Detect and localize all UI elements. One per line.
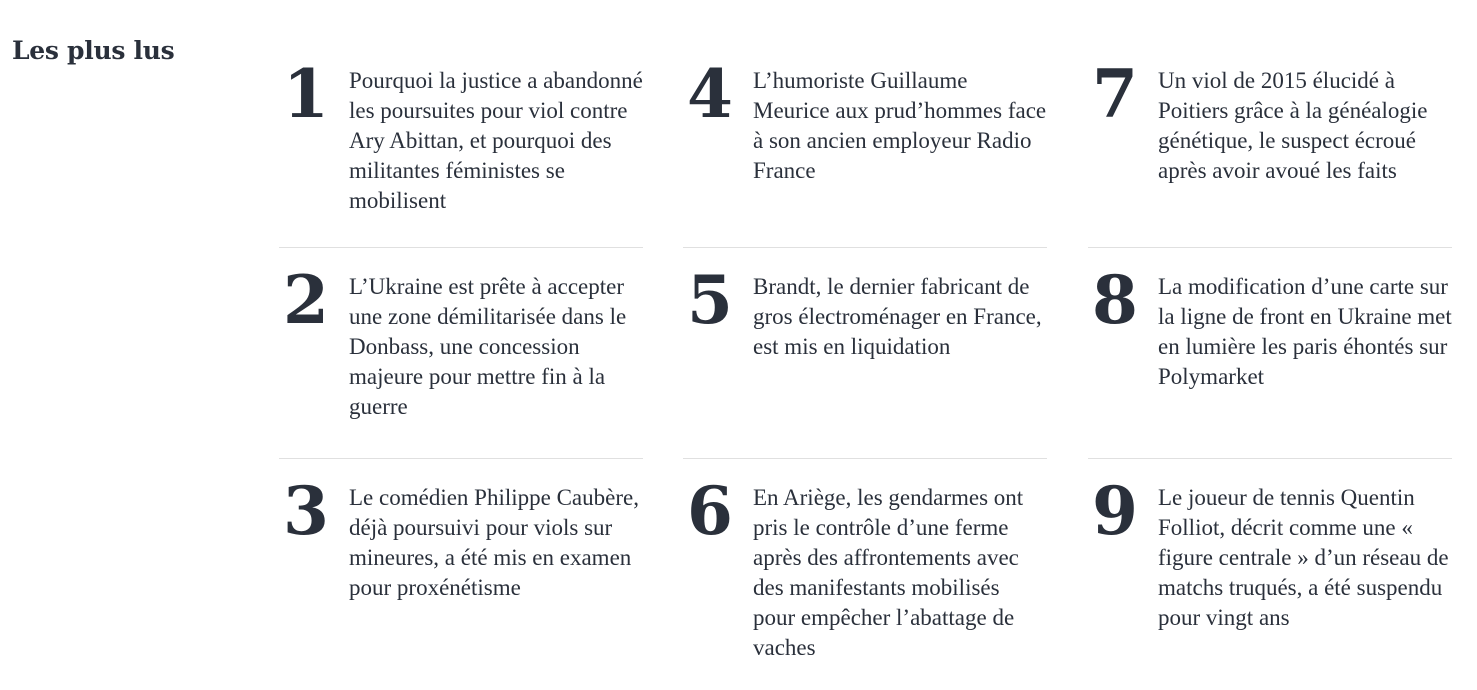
most-read-column-3 — [1088, 55, 1452, 689]
most-read-column-1 — [279, 55, 643, 689]
most-read-item — [683, 55, 1047, 248]
article-link[interactable]: Pourquoi la justice a abandonné les poursuites pour viol contre Ary Abittan, et pourquoi des militantes féministes se mobilisent — [349, 68, 643, 213]
section-title: Les plus lus — [12, 36, 175, 65]
rank-number: 5 — [687, 261, 733, 339]
article-link[interactable]: Le joueur de tennis Quentin Folliot, décrit comme une « figure centrale » d’un réseau de matchs truqués, a été suspendu pour vingt ans — [1158, 485, 1449, 630]
most-read-item — [279, 459, 643, 689]
article-link[interactable]: Brandt, le dernier fabricant de gros électroménager en France, est mis en liquidation — [753, 274, 1042, 359]
most-read-item — [683, 459, 1047, 689]
most-read-item — [1088, 459, 1452, 689]
most-read-item — [683, 248, 1047, 459]
article-link[interactable]: L’humoriste Guillaume Meurice aux prud’hommes face à son ancien employeur Radio France — [753, 68, 1047, 183]
most-read-item — [1088, 248, 1452, 459]
article-link[interactable]: Un viol de 2015 élucidé à Poitiers grâce à la généalogie génétique, le suspect écroué après avoir avoué les faits — [1158, 68, 1428, 183]
rank-number: 1 — [283, 55, 329, 133]
rank-number: 8 — [1092, 261, 1138, 339]
most-read-item — [1088, 55, 1452, 248]
most-read-item — [279, 248, 643, 459]
rank-number: 9 — [1092, 472, 1138, 550]
rank-number: 4 — [687, 55, 733, 133]
article-link[interactable]: La modification d’une carte sur la ligne de front en Ukraine met en lumière les paris éhontés sur Polymarket — [1158, 274, 1452, 389]
most-read-item — [279, 55, 643, 248]
article-link[interactable]: Le comédien Philippe Caubère, déjà poursuivi pour viols sur mineures, a été mis en examen pour proxénétisme — [349, 485, 639, 600]
rank-number: 7 — [1092, 55, 1138, 133]
rank-number: 2 — [283, 261, 329, 339]
most-read-column-2 — [683, 55, 1047, 689]
rank-number: 3 — [283, 472, 329, 550]
article-link[interactable]: L’Ukraine est prête à accepter une zone démilitarisée dans le Donbass, une concession majeure pour mettre fin à la guerre — [349, 274, 627, 419]
rank-number: 6 — [687, 472, 733, 550]
article-link[interactable]: En Ariège, les gendarmes ont pris le contrôle d’une ferme après des affrontements avec des manifestants mobilisés pour empêcher l’abattage de vaches — [753, 485, 1024, 660]
